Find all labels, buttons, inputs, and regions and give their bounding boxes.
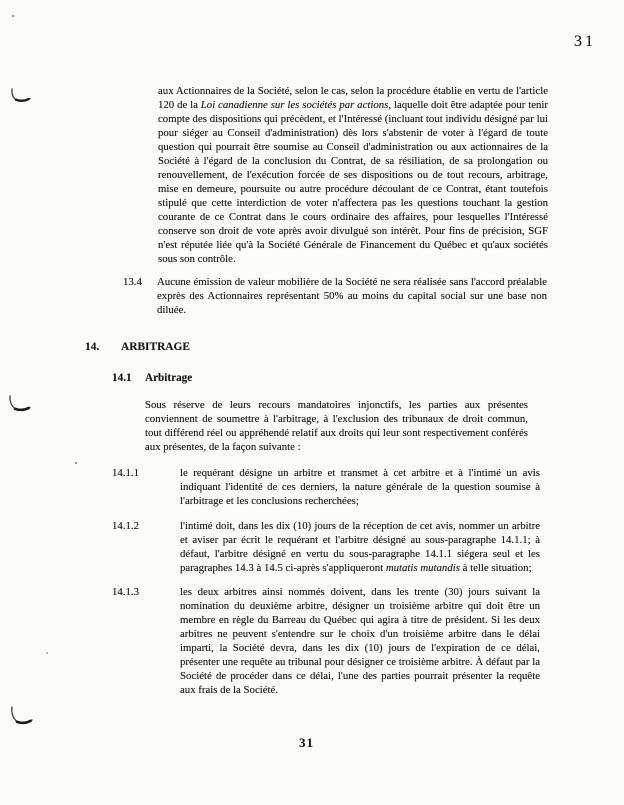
scan-speck: [12, 15, 14, 17]
paragraph-continuation: [158, 84, 548, 266]
clause-text: Aucune émission de valeur mobilière de la Société ne sera réalisée sans l'accord préalable exprès des Actionnaires représentant 50% au moins du capital social sur une base non diluée.: [157, 276, 547, 316]
paragraph-text: aux Actionnaires de la Société, selon le cas, selon la procédure établie en vertu de l'article 120 de la: [158, 85, 548, 111]
subclause-14-1-3: [112, 585, 624, 697]
page-content: [0, 84, 624, 697]
clause-14-1-heading: [112, 371, 624, 385]
page-number-bottom: 31: [299, 735, 314, 750]
subclause-text: les deux arbitres ainsi nommés doivent, dans les trente (30) jours suivant la nomination du deuxième arbitre, désigner un troisième arbitre qui doit être un membre en règle du Barreau du Québec qui agira à titre de président. Si les deux arbitres ne peuvent s'entendre sur le choix d'un troisième arbitre dans le délai imparti, la Société devra, dans les dix (10) jours de l'expiration de ce délai, présenter une requête au tribunal pour désigner ce troisième arbitre. À défaut par la Société de procéder dans ce délai, l'une des parties pourrait présenter la requête aux frais de la Société.: [180, 586, 540, 696]
margin-scan-mark: [8, 705, 34, 727]
subclause-number: 14.1.1: [112, 467, 139, 479]
statute-name-italic: Loi canadienne sur les sociétés par actions: [200, 99, 389, 111]
clause-14-1-intro: Sous réserve de leurs recours mandatoires injonctifs, les parties aux présentes conviennent de soumettre à l'arbitrage, à l'exclusion des tribunaux de droit commun, tout différend réel ou appréhendé relatif aux droits qui leur sont respectivement conférés aux présentes, de la façon suivante :: [145, 399, 528, 453]
latin-phrase-italic: mutatis mutandis: [385, 562, 460, 574]
subclause-text: le requérant désigne un arbitre et transmet à cet arbitre et à l'intimé un avis indiquant l'identité de ces derniers, la nature générale de la question soumise à l'arbitrage et les conclusions recherchées;: [180, 467, 540, 507]
paragraph-text: , laquelle doit être adaptée pour tenir compte des dispositions qui précèdent, et l'Intéressé (incluant tout individu désigné par lui pour siéger au Conseil d'administration) dès lors s'abstenir de voter à l'égard de toute question qui pourrait être soumise au Conseil d'administration ou aux actionnaires de la Société à l'égard de la conclusion du Contrat, de sa résiliation, de sa prolongation ou renouvellement, de l'exécution forcée de ses dispositions ou de tout recours, arbitrage, mise en demeure, poursuite ou autre procédure découlant de ce Contrat, étant toutefois stipulé que cette interdiction de voter n'affectera pas les questions touchant la gestion courante de ce Contrat dans le cours ordinaire des affaires, pour lesquelles l'Intéressé conserve son droit de vote après avoir divulgué son intérêt. Pour fins de précision, SGF n'est réputée liée qu'à la Société Générale de Financement du Québec et qu'aux sociétés sous son contrôle.: [158, 99, 548, 265]
clause-number: 14.1: [112, 372, 132, 384]
section-number: 14.: [85, 341, 100, 353]
page-number-top: 31: [574, 33, 596, 50]
subclause-text: [180, 519, 540, 575]
section-title: ARBITRAGE: [121, 341, 190, 353]
subclause-text-part: l'intimé doit, dans les dix (10) jours de la réception de cet avis, nommer un arbitre et aviser par écrit le requérant et l'arbitre désigné au sous-paragraphe 14.1.1; à défaut, l'arbitre désigné en vertu du sous-paragraphe 14.1.1 siégera seul et les paragraphes 14.3 à 14.5 ci-après s'appliqueront: [180, 520, 540, 574]
clause-13-4: [123, 275, 624, 317]
clause-title: Arbitrage: [145, 372, 193, 384]
subclause-text-part: à telle situation;: [459, 562, 532, 574]
subclause-14-1-2: [112, 519, 624, 575]
clause-number: 13.4: [123, 276, 142, 288]
section-14-heading: [85, 340, 624, 354]
subclause-number: 14.1.3: [112, 586, 139, 598]
subclause-number: 14.1.2: [112, 520, 139, 532]
subclause-14-1-1: [112, 466, 624, 508]
